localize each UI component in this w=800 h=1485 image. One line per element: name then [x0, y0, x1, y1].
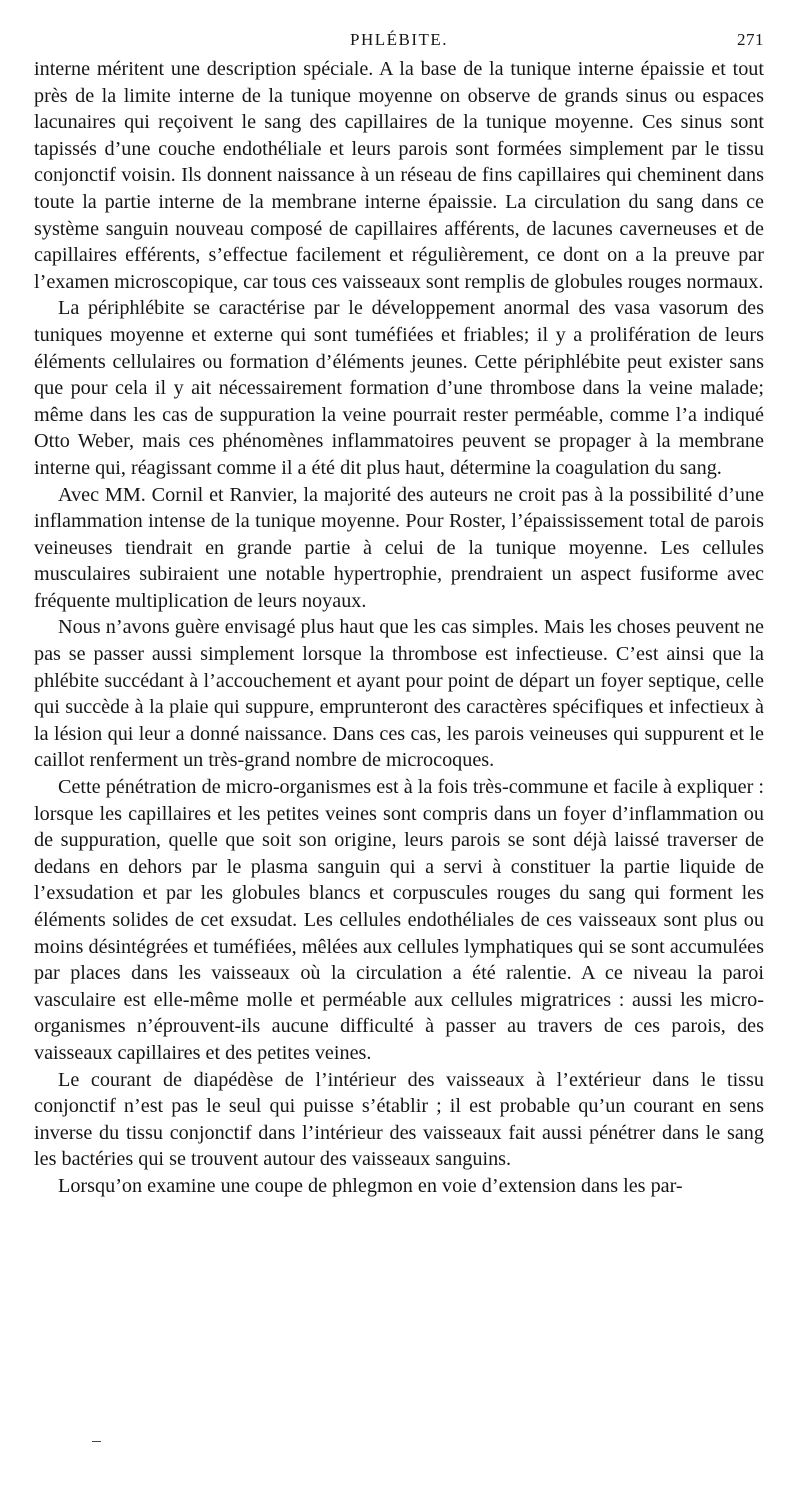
book-page — [34, 24, 764, 1200]
stray-mark — [92, 1441, 101, 1442]
running-title: PHLÉBITE. — [349, 30, 449, 49]
paragraph-thrombose-infectieuse: Nous n’avons guère envisagé plus haut que les cas simples. Mais les choses peuvent ne pas se passer aussi simplement lorsque la thrombose est infectieuse. C’est ainsi que la phlébite succédant à l’accouchement et ayant pour point de départ un foyer septique, celle qui succède à la plaie qui suppure, emprunteront des caractères spécifiques et infectieux à la lésion qui leur a donné naissance. Dans ces cas, les parois veineuses qui suppurent et le caillot renferment un très-grand nombre de microcoques. — [34, 616, 764, 772]
paragraph-cornil-ranvier: Avec MM. Cornil et Ranvier, la majorité des auteurs ne croit pas à la possibilité d’une inflammation intense de la tunique moyenne. Pour Roster, l’épaississement total de parois veineuses tiendrait en grande partie à celui de la tunique moyenne. Les cellules musculaires subiraient une notable hypertrophie, prendraient un aspect fusiforme avec fréquente multiplication de leurs noyaux. — [34, 483, 764, 612]
paragraph-periphlebite: La périphlébite se caractérise par le développement anormal des vasa vasorum des tuniques moyenne et externe qui sont tuméfiées et friables; il y a prolifération de leurs éléments cellulaires ou formation d’éléments jeunes. Cette périphlébite peut exister sans que pour cela il y ait nécessairement formation d’une thrombose dans la veine malade; même dans les cas de suppuration la veine pourrait rester perméable, comme l’a indiqué Otto Weber, mais ces phénomènes inflammatoires peuvent se propager à la membrane interne qui, réagissant comme il a été dit plus haut, détermine la coagulation du sang. — [34, 297, 764, 479]
paragraph-diapedese: Le courant de diapédèse de l’intérieur des vaisseaux à l’extérieur dans le tissu conjonctif n’est pas le seul qui puisse s’établir ; il est probable qu’un courant en sens inverse du tissu conjonctif dans l’intérieur des vaisseaux fait aussi pénétrer dans le sang les bactéries qui se trouvent autour des vaisseaux sanguins. — [34, 1068, 764, 1171]
page-number: 271 — [737, 30, 764, 49]
paragraph-phlegmon: Lorsqu’on examine une coupe de phlegmon en voie d’extension dans les par- — [58, 1174, 683, 1197]
running-head — [34, 24, 764, 52]
paragraph-micro-organismes: Cette pénétration de micro-organismes est à la fois très-commune et facile à expliquer : lorsque les capillaires et les petites veines sont compris dans un foyer d’inflammation ou de suppuration, quelle que soit son origine, leurs parois se sont déjà laissé traverser de dedans en dehors par le plasma sanguin qui a servi à constituer la partie liquide de l’exsudation et par les globules blancs et corpuscules rouges du sang qui forment les éléments solides de cet exsudat. Les cellules endothéliales de ces vaisseaux sont plus ou moins désintégrées et tuméfiées, mêlées aux cellules lymphatiques qui se sont accumulées par places dans les vaisseaux où la circulation a été ralentie. A ce niveau la paroi vasculaire est elle-même molle et perméable aux cellules migratrices : aussi les micro-organismes n’éprouvent-ils aucune difficulté à passer au travers de ces parois, des vaisseaux capillaires et des petites veines. — [34, 776, 764, 1064]
body-text — [34, 56, 764, 1200]
paragraph-continuation: interne méritent une description spéciale. A la base de la tunique interne épaissie et tout près de la limite interne de la tunique moyenne on observe de grands sinus ou espaces lacunaires qui reçoivent le sang des capillaires de la tunique moyenne. Ces sinus sont tapissés d’une couche endothéliale et leurs parois sont formées simplement par le tissu conjonctif voisin. Ils donnent naissance à un réseau de fins capillaires qui cheminent dans toute la partie interne de la membrane interne épaissie. La circulation du sang dans ce système sanguin nouveau composé de capillaires afférents, de lacunes caverneuses et de capillaires efférents, s’effectue facilement et régulièrement, ce dont on a la preuve par l’examen microscopique, car tous ces vaisseaux sont remplis de globules rouges normaux. — [34, 58, 764, 293]
